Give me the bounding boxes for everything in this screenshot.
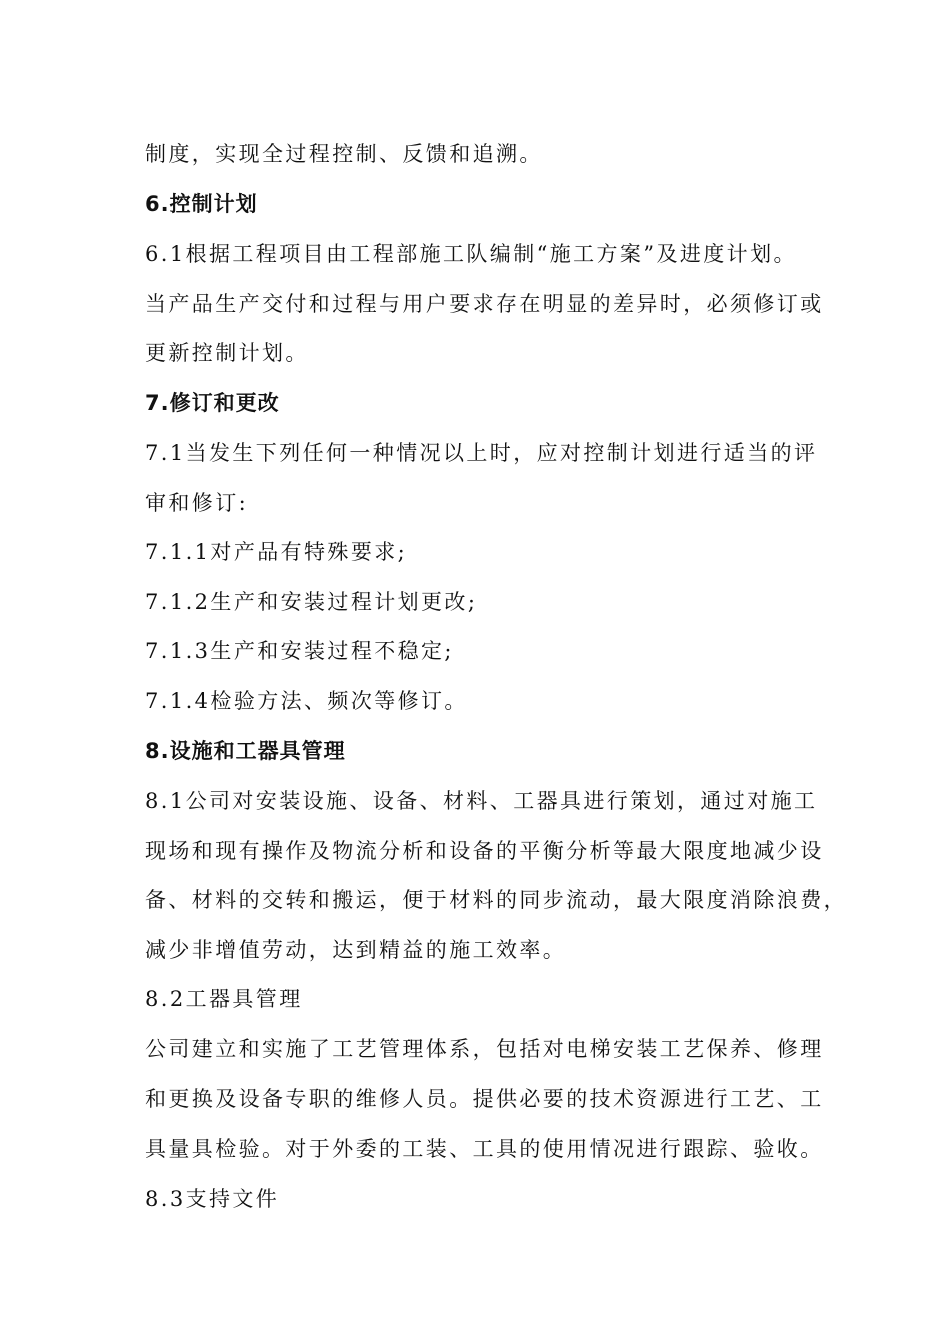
body-text-line: 制度，实现全过程控制、反馈和追溯。: [145, 142, 543, 166]
body-text-line: 6.1根据工程项目由工程部施工队编制“施工方案”及进度计划。: [145, 242, 797, 266]
body-text-line: 备、材料的交转和搬运，便于材料的同步流动，最大限度消除浪费，: [145, 888, 847, 912]
body-text-line: 7.1当发生下列任何一种情况以上时，应对控制计划进行适当的评: [145, 441, 818, 465]
subsection-heading-support-docs: 8.3支持文件: [145, 1187, 280, 1211]
subsection-heading-tools: 8.2工器具管理: [145, 987, 303, 1011]
body-text-line: 8.1公司对安装设施、设备、材料、工器具进行策划，通过对施工: [145, 789, 818, 813]
body-text-line: 现场和现有操作及物流分析和设备的平衡分析等最大限度地减少设: [145, 839, 824, 863]
body-text-line: 当产品生产交付和过程与用户要求存在明显的差异时，必须修订或: [145, 292, 824, 316]
list-item: 7.1.1对产品有特殊要求;: [145, 540, 408, 564]
body-text-line: 减少非增值劳动，达到精益的施工效率。: [145, 938, 567, 962]
section-heading-control-plan: 6.控制计划: [145, 192, 258, 216]
body-text-line: 公司建立和实施了工艺管理体系，包括对电梯安装工艺保养、修理: [145, 1037, 824, 1061]
body-text-line: 更新控制计划。: [145, 341, 309, 365]
section-heading-revision: 7.修订和更改: [145, 391, 280, 415]
list-item: 7.1.3生产和安装过程不稳定;: [145, 639, 454, 663]
body-text-line: 审和修订:: [145, 491, 249, 515]
list-item: 7.1.4检验方法、频次等修订。: [145, 689, 468, 713]
list-item: 7.1.2生产和安装过程计划更改;: [145, 590, 478, 614]
section-heading-facilities: 8.设施和工器具管理: [145, 739, 346, 763]
body-text-line: 和更换及设备专职的维修人员。提供必要的技术资源进行工艺、工: [145, 1087, 824, 1111]
body-text-line: 具量具检验。对于外委的工装、工具的使用情况进行跟踪、验收。: [145, 1137, 824, 1161]
